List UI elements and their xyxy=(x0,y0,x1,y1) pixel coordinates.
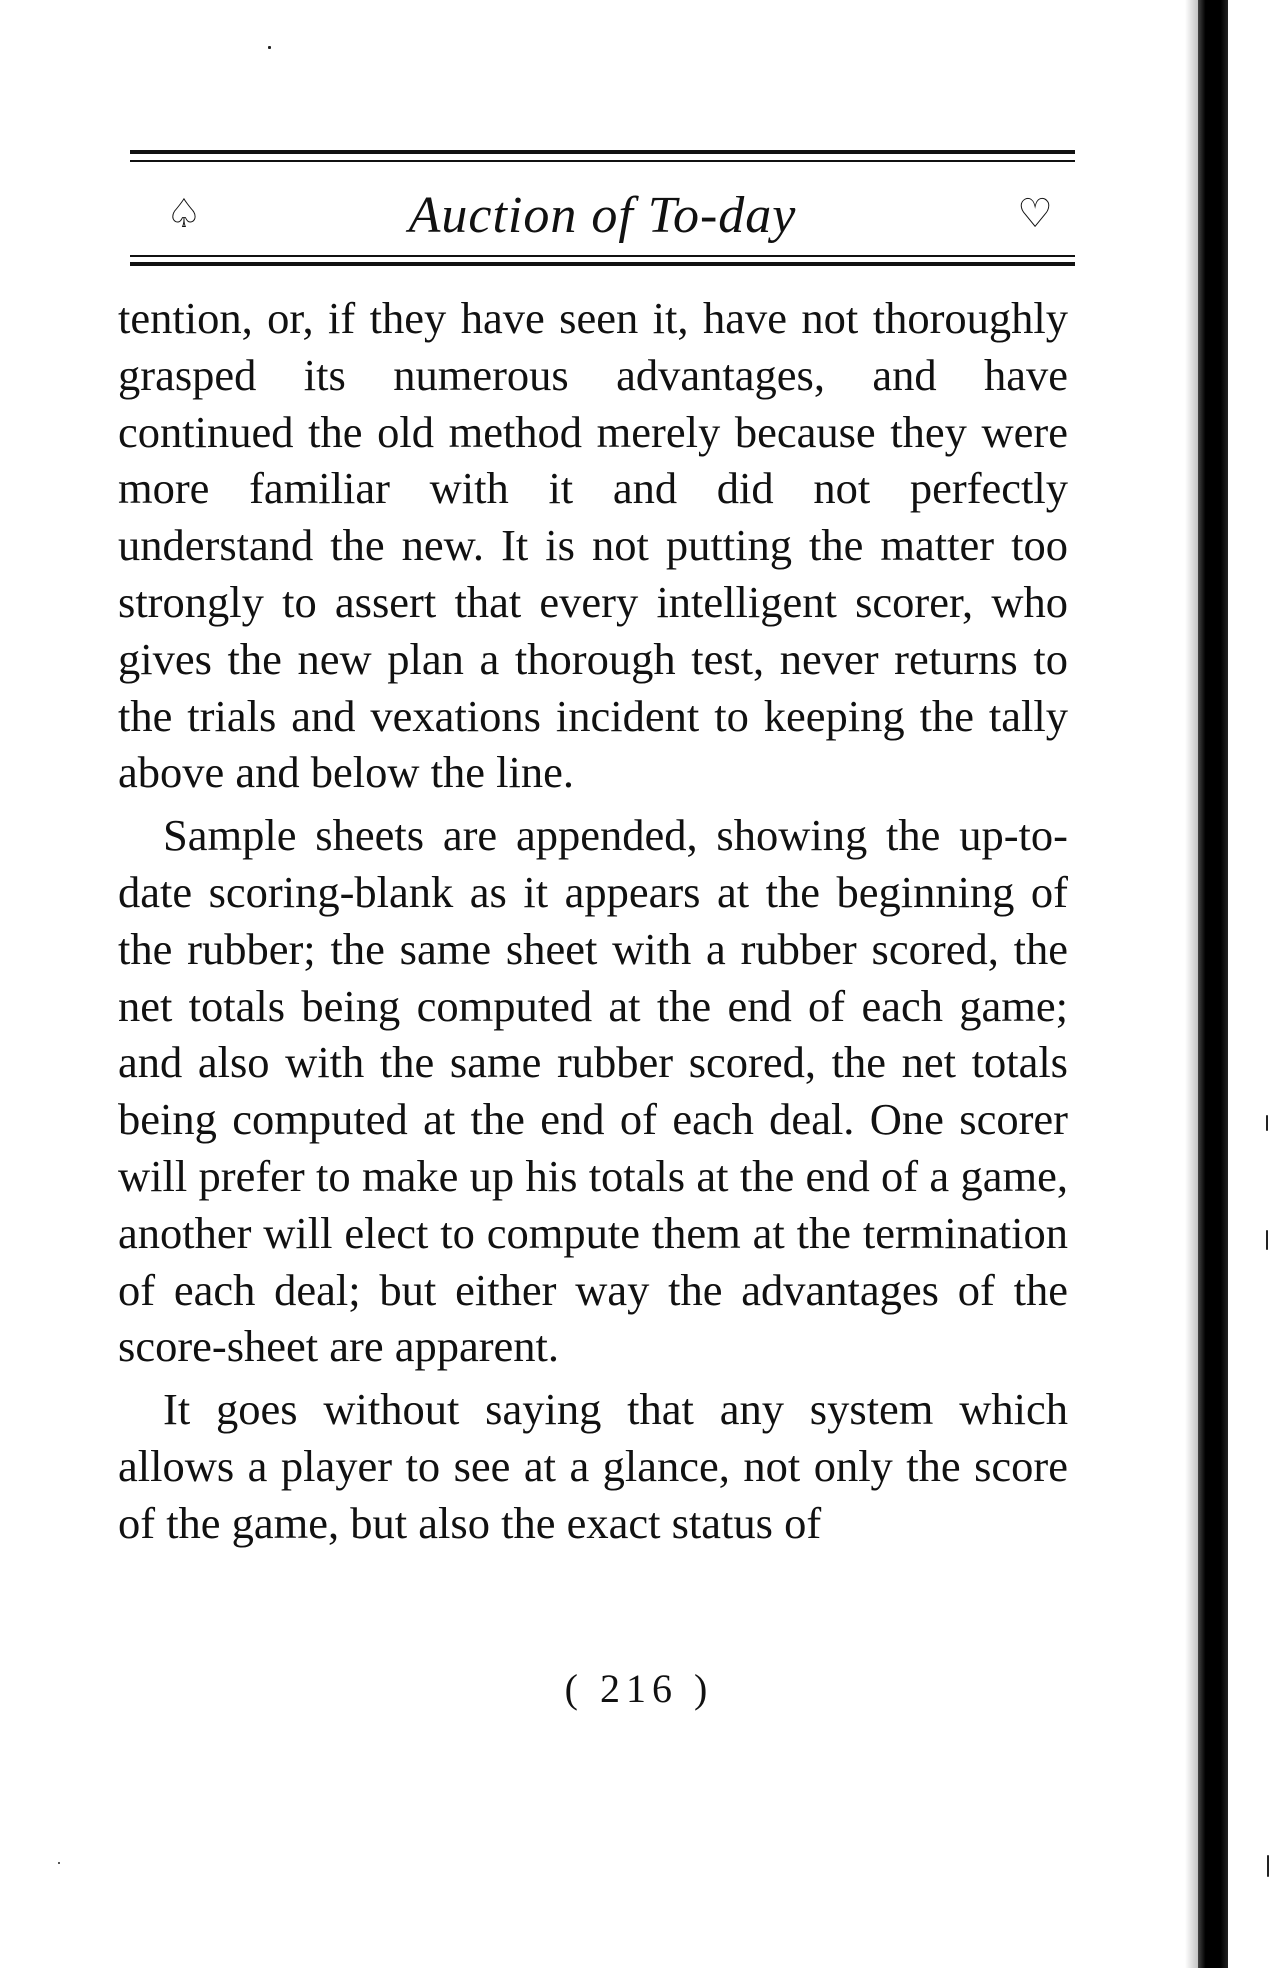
header-rule-bottom xyxy=(130,255,1075,257)
page-number: ( 216 ) xyxy=(564,1666,714,1711)
spade-outline-icon: ♤ xyxy=(166,191,202,237)
body-text xyxy=(118,290,1068,1558)
scan-speck xyxy=(1266,1115,1268,1131)
header-rule-top xyxy=(130,150,1075,154)
running-head-title: Auction of To-day xyxy=(408,187,797,244)
heart-outline-icon: ♡ xyxy=(1017,191,1053,237)
scan-speck xyxy=(268,46,271,49)
header-rule-bottom-thick xyxy=(130,262,1075,266)
header-rule-top-thin xyxy=(130,160,1075,162)
paragraph: It goes without saying that any system which allows a player to see at a glance, not only the score of the game, but also the exact status of xyxy=(118,1384,1068,1548)
scan-speck xyxy=(1266,1230,1268,1250)
scan-speck xyxy=(1267,1855,1269,1877)
scan-speck xyxy=(58,1862,60,1864)
running-head xyxy=(130,188,1075,250)
paragraph: Sample sheets are appended, showing the up-to-date scoring-blank as it appears at the beginning of the rubber; the same sheet with a rubber scored, the net totals being computed at the end of each game; and also with the same rubber scored, the net totals being computed at the end of each deal. One scorer will prefer to make up his totals at the end of a game, another will elect to compute them at the termination of each deal; but either way the advantages of the score-sheet are apparent. xyxy=(118,810,1068,1372)
paragraph: tention, or, if they have seen it, have not thoroughly grasped its numerous advantages, and have continued the old method merely because they were more familiar with it and did not perfectly understand the new. It is not putting the matter too strongly to assert that every intelligent scorer, who gives the new plan a thorough test, never returns to the trials and vexations incident to keeping the tally above and below the line. xyxy=(118,293,1068,798)
